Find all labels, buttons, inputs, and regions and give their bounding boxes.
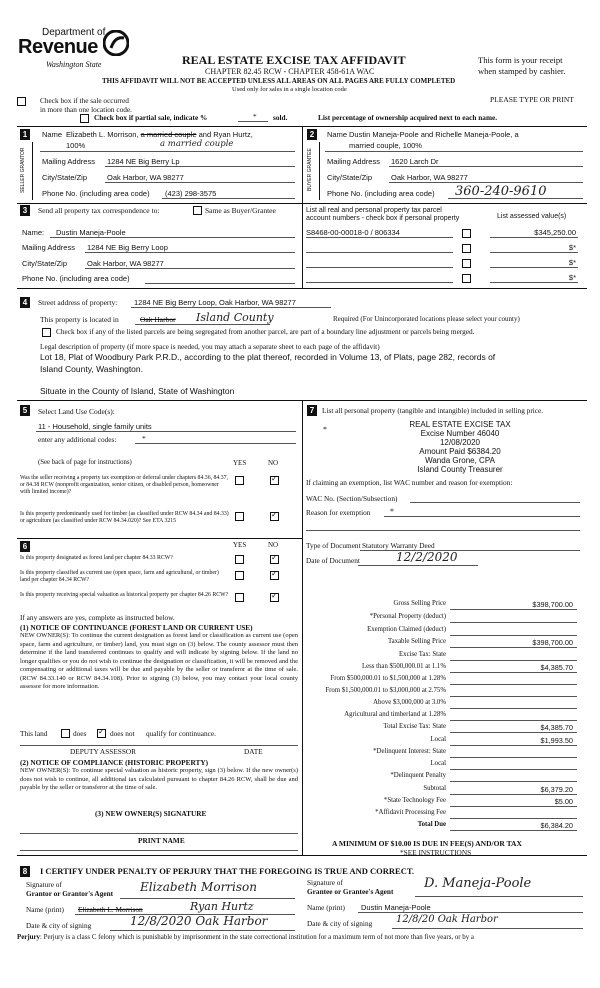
legal-description-label: Legal description of property (if more space is needed, you may attach a separate sheet to each page of the affidavit) xyxy=(40,342,380,351)
if-yes-note: If any answers are yes, complete as instructed below. xyxy=(20,613,175,622)
partial-sale-sold: sold. xyxy=(273,113,288,122)
multi-location-label-1: Check box if the sale occurred xyxy=(40,96,129,105)
correspondence-phone-label: Phone No. (including area code) xyxy=(22,274,130,283)
tax-row-underline xyxy=(450,672,577,673)
land-use-label: Select Land Use Code(s): xyxy=(38,407,115,416)
additional-codes-value[interactable]: * xyxy=(142,434,146,443)
buyer-city-value[interactable]: Oak Harbor, WA 98277 xyxy=(391,173,468,182)
tax-row-underline xyxy=(450,696,577,697)
segregated-checkbox[interactable] xyxy=(42,328,51,337)
s6-question-1: Is this property designated as forest land per chapter 84.33 RCW? xyxy=(20,555,173,561)
logo-line2: Revenue xyxy=(18,36,98,58)
assessed-value-2: $* xyxy=(568,243,576,252)
seller-ownership-pct: 100% xyxy=(66,141,86,150)
new-owner-signature-label: (3) NEW OWNER(S) SIGNATURE xyxy=(95,809,207,818)
section-5-number: 5 xyxy=(20,405,30,416)
doc-date-label: Date of Document xyxy=(306,556,360,565)
qualify-label: qualify for continuance. xyxy=(146,729,216,738)
assessed-value-3: $* xyxy=(568,258,576,267)
seller-city-value[interactable]: Oak Harbor, WA 98277 xyxy=(107,173,184,182)
personal-property-checkbox-3[interactable] xyxy=(462,259,471,268)
partial-sale-value: * xyxy=(253,112,257,121)
tax-row-label: *Affidavit Processing Fee xyxy=(375,809,446,816)
personal-property-checkbox-2[interactable] xyxy=(462,244,471,253)
seller-phone-label: Phone No. (including area code) xyxy=(42,189,150,198)
tax-row-underline xyxy=(450,769,577,770)
tax-row-label: Total Due xyxy=(417,821,446,828)
seller-phone-value[interactable]: (423) 298-3575 xyxy=(165,189,217,198)
tax-row-underline xyxy=(450,757,577,758)
s5-question-2: Is this property predominantly used for timber (as classified under RCW 84.34 and 84.33) or agriculture (as classified under RCW 84.34.020)? See ETA 3215 xyxy=(20,511,229,524)
tax-row-underline xyxy=(450,830,577,831)
tax-row-underline xyxy=(450,708,577,709)
s5-q2-yes-checkbox[interactable] xyxy=(235,512,244,521)
logo-line1: Department of xyxy=(42,27,106,38)
correspondence-name-label: Name: xyxy=(22,228,45,237)
tax-row-label: From $1,500,000.01 to $3,000,000 at 2.75% xyxy=(325,687,446,694)
grantor-name-hand: Ryan Hurtz xyxy=(190,900,254,913)
tax-row-label: Gross Selling Price xyxy=(393,600,446,607)
stamp-line-5: Wanda Grone, CPA xyxy=(425,456,495,465)
stamp-line-2: Excise Number 46040 xyxy=(420,429,500,438)
form-warning: THIS AFFIDAVIT WILL NOT BE ACCEPTED UNLESS ALL AREAS ON ALL PAGES ARE FULLY COMPLETED xyxy=(102,77,456,85)
section-7-number: 7 xyxy=(307,405,317,416)
same-as-buyer-checkbox[interactable] xyxy=(193,206,202,215)
see-instructions-note: *SEE INSTRUCTIONS xyxy=(400,848,472,857)
personal-property-checkbox-4[interactable] xyxy=(462,274,471,283)
s6-q3-no-checkbox[interactable] xyxy=(270,593,279,602)
doc-date-value[interactable]: 12/2/2020 xyxy=(396,550,458,564)
grantor-signature-label-2: Grantor or Grantor's Agent xyxy=(26,889,114,898)
personal-property-value[interactable]: * xyxy=(323,425,327,434)
reason-label: Reason for exemption xyxy=(306,508,371,517)
tax-row-underline xyxy=(450,732,577,733)
tax-row-underline xyxy=(450,818,577,819)
located-in-label: This property is located in xyxy=(40,315,119,324)
seller-grantor-label: SELLER GRANTOR xyxy=(20,147,26,193)
form-chapter: CHAPTER 82.45 RCW - CHAPTER 458-61A WAC xyxy=(205,67,375,76)
tax-row-underline xyxy=(450,622,577,623)
seller-name-value[interactable] xyxy=(66,130,253,139)
seller-name-label: Name xyxy=(42,130,63,139)
correspondence-label: Send all property tax correspondence to: xyxy=(38,206,160,215)
stamp-line-1: REAL ESTATE EXCISE TAX xyxy=(409,420,511,429)
doc-type-value[interactable]: Statutory Warranty Deed xyxy=(362,541,435,550)
personal-property-label: List all personal property (tangible and intangible) included in selling price. xyxy=(322,406,544,415)
tax-row-underline xyxy=(450,647,577,648)
buyer-phone-value[interactable]: 360-240-9610 xyxy=(455,184,547,199)
tax-row-label: *Delinquent Interest: State xyxy=(373,748,446,755)
partial-sale-checkbox[interactable] xyxy=(80,114,89,123)
treasurer-stamp xyxy=(380,420,540,474)
assessed-value[interactable]: $345,250.00 xyxy=(534,228,576,237)
deputy-assessor-label: DEPUTY ASSESSOR xyxy=(70,747,137,756)
additional-codes-label: enter any additional codes: xyxy=(38,435,117,444)
tax-row-label: Subtotal xyxy=(423,785,446,792)
buyer-city-label: City/State/Zip xyxy=(327,173,373,182)
seller-name-text: Elizabeth L. Morrison, xyxy=(66,130,139,139)
buyer-name-value-2: married couple, 100% xyxy=(349,141,422,150)
deputy-date-label: DATE xyxy=(244,747,263,756)
receipt-note-2: when stamped by cashier. xyxy=(478,66,566,76)
assessed-value-4: $* xyxy=(568,273,576,282)
s5-question-1: Was the seller receiving a property tax exemption or deferral under chapters 84.36, 84.37, or 84.38 RCW (nonprofit organization, senior citizen, or disabled person, homeowner with limited income)? xyxy=(20,475,228,495)
buyer-grantee-label: BUYER GRANTEE xyxy=(307,148,313,192)
perjury-bold: Perjury xyxy=(17,934,40,941)
notice-1-title: (1) NOTICE OF CONTINUANCE (FOREST LAND OR CURRENT USE) xyxy=(20,623,253,632)
tax-row-label: Agricultural and timberland at 1.28% xyxy=(344,711,446,718)
required-note: Required (For Unincorporated locations please select your county) xyxy=(333,315,520,323)
does-label: does xyxy=(73,729,87,738)
tax-row-underline xyxy=(450,609,577,610)
perjury-statement xyxy=(17,934,474,941)
stamp-line-4: Amount Paid $6384.20 xyxy=(419,447,501,456)
s6-q2-no-checkbox[interactable] xyxy=(270,571,279,580)
grantor-date-label: Date & city of signing xyxy=(26,921,92,930)
exemption-note: If claiming an exemption, list WAC number and reason for exemption: xyxy=(306,478,513,487)
legal-description-line-2: Island County, Washington. xyxy=(40,364,144,374)
tax-row-value[interactable]: $398,700.00 xyxy=(532,600,573,609)
grantee-signature-label-1: Signature of xyxy=(307,878,343,887)
buyer-name-label: Name xyxy=(327,130,348,139)
section-3-number: 3 xyxy=(20,205,30,216)
print-note: PLEASE TYPE OR PRINT xyxy=(490,95,574,104)
grantee-name-print[interactable]: Dustin Maneja-Poole xyxy=(361,903,431,912)
form-title: REAL ESTATE EXCISE TAX AFFIDAVIT xyxy=(182,53,406,67)
grantee-date-label: Date & city of signing xyxy=(307,919,373,928)
partial-sale-label: Check box if partial sale, indicate % xyxy=(94,113,208,122)
does-checkbox[interactable] xyxy=(61,729,70,738)
tax-row-underline xyxy=(450,806,577,807)
receipt-note-1: This form is your receipt xyxy=(478,55,563,65)
ownership-note: List percentage of ownership acquired next to each name. xyxy=(318,113,498,122)
tax-row-value[interactable]: $6,384.20 xyxy=(540,821,573,830)
correspondence-mailing-value[interactable]: 1284 NE Big Berry Loop xyxy=(87,243,168,252)
section-2-number: 2 xyxy=(307,129,317,140)
legal-description-line-1[interactable]: Lot 18, Plat of Woodbury Park P.R.D., according to the plat thereof, recorded in Volume 13, of Plats, page 282, records of xyxy=(40,352,496,362)
correspondence-mailing-label: Mailing Address xyxy=(22,243,75,252)
s5-yes-header: YES xyxy=(233,459,247,467)
grantee-date-city[interactable]: 12/8/20 Oak Harbor xyxy=(396,914,498,925)
s5-q2-no-checkbox[interactable] xyxy=(270,512,279,521)
correspondence-name-value[interactable]: Dustin Maneja-Poole xyxy=(56,228,126,237)
seller-handwritten-note: a married couple xyxy=(160,139,234,149)
tax-row-underline xyxy=(450,794,577,795)
tax-row-label: *Delinquent Penalty xyxy=(390,772,446,779)
tax-row-label: *State Technology Fee xyxy=(383,797,446,804)
see-back-note: (See back of page for instructions) xyxy=(38,459,132,466)
buyer-phone-label: Phone No. (including area code) xyxy=(327,189,435,198)
tax-row-underline xyxy=(450,781,577,782)
s6-q1-no-checkbox[interactable] xyxy=(270,555,279,564)
parcel-header-2: account numbers - check box if personal property xyxy=(306,215,460,222)
section-6-number: 6 xyxy=(20,541,30,552)
tax-row-value[interactable]: $6,379.20 xyxy=(540,785,573,794)
notice-2-body: NEW OWNER(S): To continue special valuation as historic property, sign (3) below. If the new owner(s) does not wish to continue, all additional tax calculated pursuant to chapter 84.26 RCW, shall be due and payable by the seller or transferor at the time of sale. xyxy=(20,767,298,791)
tax-row-label: Taxable Selling Price xyxy=(387,638,446,645)
tax-row-label: *Personal Property (deduct) xyxy=(369,613,446,620)
buyer-mailing-label: Mailing Address xyxy=(327,157,380,166)
tax-row-underline xyxy=(450,745,577,746)
notice-2-title: (2) NOTICE OF COMPLIANCE (HISTORIC PROPERTY) xyxy=(20,758,209,767)
section-1-number: 1 xyxy=(20,129,30,140)
multi-location-checkbox[interactable] xyxy=(17,97,26,106)
s6-question-2: Is this property classified as current use (open space, farm and agricultural, or timber) land per chapter 84.34 RCW? xyxy=(20,570,219,583)
this-land-label: This land xyxy=(20,729,48,738)
grantor-date-city[interactable]: 12/8/2020 Oak Harbor xyxy=(130,914,268,928)
tax-row-label: Total Excise Tax: State xyxy=(383,723,446,730)
parcel-header-1: List all real and personal property tax parcel xyxy=(306,207,442,214)
grantor-name-print[interactable]: Elizabeth L. Morrison xyxy=(78,905,143,914)
seller-name-struck: a married couple xyxy=(140,130,197,139)
does-not-label: does not xyxy=(110,729,135,738)
s5-q1-yes-checkbox[interactable] xyxy=(235,476,244,485)
grantor-signature-label-1: Signature of xyxy=(26,880,62,889)
certify-statement: I CERTIFY UNDER PENALTY OF PERJURY THAT THE FOREGOING IS TRUE AND CORRECT. xyxy=(40,866,415,876)
seller-mailing-label: Mailing Address xyxy=(42,157,95,166)
multi-location-label-2: in more than one location code. xyxy=(40,105,132,114)
tax-row-value[interactable]: $5.00 xyxy=(554,797,573,806)
s6-q2-yes-checkbox[interactable] xyxy=(235,571,244,580)
buyer-mailing-value[interactable]: 1620 Larch Dr xyxy=(391,157,439,166)
same-as-buyer-label: Same as Buyer/Grantee xyxy=(205,206,276,215)
reason-value[interactable]: * xyxy=(390,507,394,516)
does-not-checkbox[interactable] xyxy=(97,729,106,738)
s6-q3-yes-checkbox[interactable] xyxy=(235,593,244,602)
tax-row-value[interactable]: $1,993.50 xyxy=(540,736,573,745)
grantor-signature[interactable]: Elizabeth Morrison xyxy=(140,880,257,894)
situate-text: Situate in the County of Island, State of Washington xyxy=(40,386,235,396)
tax-row-value[interactable]: $4,385.70 xyxy=(540,723,573,732)
minimum-due-note: A MINIMUM OF $10.00 IS DUE IN FEE(S) AND/OR TAX xyxy=(332,839,522,848)
single-location-note: Used only for sales in a single location code xyxy=(232,86,347,93)
seller-mailing-value[interactable]: 1284 NE Big Berry Lp xyxy=(107,157,180,166)
s5-no-header: NO xyxy=(268,459,279,467)
correspondence-city-label: City/State/Zip xyxy=(22,259,68,268)
print-name-label: PRINT NAME xyxy=(138,836,185,845)
tax-row-underline xyxy=(450,720,577,721)
tax-row-label: Local xyxy=(430,760,446,767)
tax-row-label: From $500,000.01 to $1,500,000 at 1.28% xyxy=(330,675,446,682)
tax-row-underline xyxy=(450,635,577,636)
personal-property-checkbox-1[interactable] xyxy=(462,229,471,238)
segregated-label: Check box if any of the listed parcels are being segregated from another parcel, are part of a boundary line adjustment or parcels being merged. xyxy=(56,327,475,336)
s6-yes-header: YES xyxy=(233,541,247,549)
street-address-label: Street address of property: xyxy=(38,298,118,307)
stamp-line-6: Island County Treasurer xyxy=(417,465,503,474)
section-4-number: 4 xyxy=(20,297,30,308)
wac-label: WAC No. (Section/Subsection) xyxy=(306,494,398,503)
parcel-number[interactable]: S8468-00-00018-0 / 806334 xyxy=(306,228,400,237)
located-county-hand[interactable]: Island County xyxy=(196,311,274,324)
s6-question-3: Is this property receiving special valuation as historical property per chapter 84.26 RCW? xyxy=(20,592,229,598)
tax-row-label: Above $3,000,000 at 3.0% xyxy=(373,699,446,706)
doc-type-label: Type of Document xyxy=(306,541,361,550)
buyer-name-value[interactable]: Dustin Maneja-Poole and Richelle Maneja-Poole, a xyxy=(349,130,519,139)
street-address-value[interactable]: 1284 NE Big Berry Loop, Oak Harbor, WA 98277 xyxy=(134,298,296,307)
logo-line3: Washington State xyxy=(46,60,102,69)
tax-row-underline xyxy=(450,684,577,685)
stamp-line-3: 12/08/2020 xyxy=(439,438,481,447)
s6-q1-yes-checkbox[interactable] xyxy=(235,555,244,564)
tax-row-value[interactable]: $398,700.00 xyxy=(532,638,573,647)
located-struck: Oak Harbor xyxy=(140,315,176,324)
tax-row-underline xyxy=(450,660,577,661)
tax-row-label: Local xyxy=(430,736,446,743)
tax-row-label: Excise Tax: State xyxy=(399,651,446,658)
section-8-number: 8 xyxy=(20,866,30,877)
grantee-signature[interactable]: D. Maneja-Poole xyxy=(424,876,532,891)
s6-no-header: NO xyxy=(268,541,279,549)
seller-name-text-2: and Ryan Hurtz, xyxy=(198,130,253,139)
tax-row-value[interactable]: $4,385.70 xyxy=(540,663,573,672)
assessed-header: List assessed value(s) xyxy=(497,213,567,220)
land-use-code[interactable]: 11 - Household, single family units xyxy=(38,422,152,431)
tax-row-label: Exemption Claimed (deduct) xyxy=(367,626,446,633)
seller-city-label: City/State/Zip xyxy=(42,173,88,182)
notice-1-body: NEW OWNER(S): To continue the current designation as forest land or classification as current use (open space, farm and agriculture, or timber) land, you must sign on (3) below. The county assessor must then determine if the land transferred continues to qualify and will indicate by signing below. If the land no longer qualifies or you do not wish to continue the designation or classification, it will be removed and the compensating or additional taxes will be due and payable by the seller or transferor at the time of sale. (RCW 84.33.140 or RCW 84.34.108). Prior to signing (3) below, you may contact your local county assessor for more information. xyxy=(20,632,298,690)
perjury-text: : Perjury is a class C felony which is punishable by imprisonment in the state correctional institution for a maximum term of not more than five years, or by a xyxy=(39,934,474,941)
tax-row-label: Less than $500,000.01 at 1.1% xyxy=(361,663,446,670)
grantor-name-label: Name (print) xyxy=(26,905,64,914)
grantee-name-label: Name (print) xyxy=(307,903,345,912)
grantee-signature-label-2: Grantee or Grantee's Agent xyxy=(307,887,394,896)
s5-q1-no-checkbox[interactable] xyxy=(270,476,279,485)
dor-logo-icon xyxy=(103,30,129,56)
correspondence-city-value[interactable]: Oak Harbor, WA 98277 xyxy=(87,259,164,268)
